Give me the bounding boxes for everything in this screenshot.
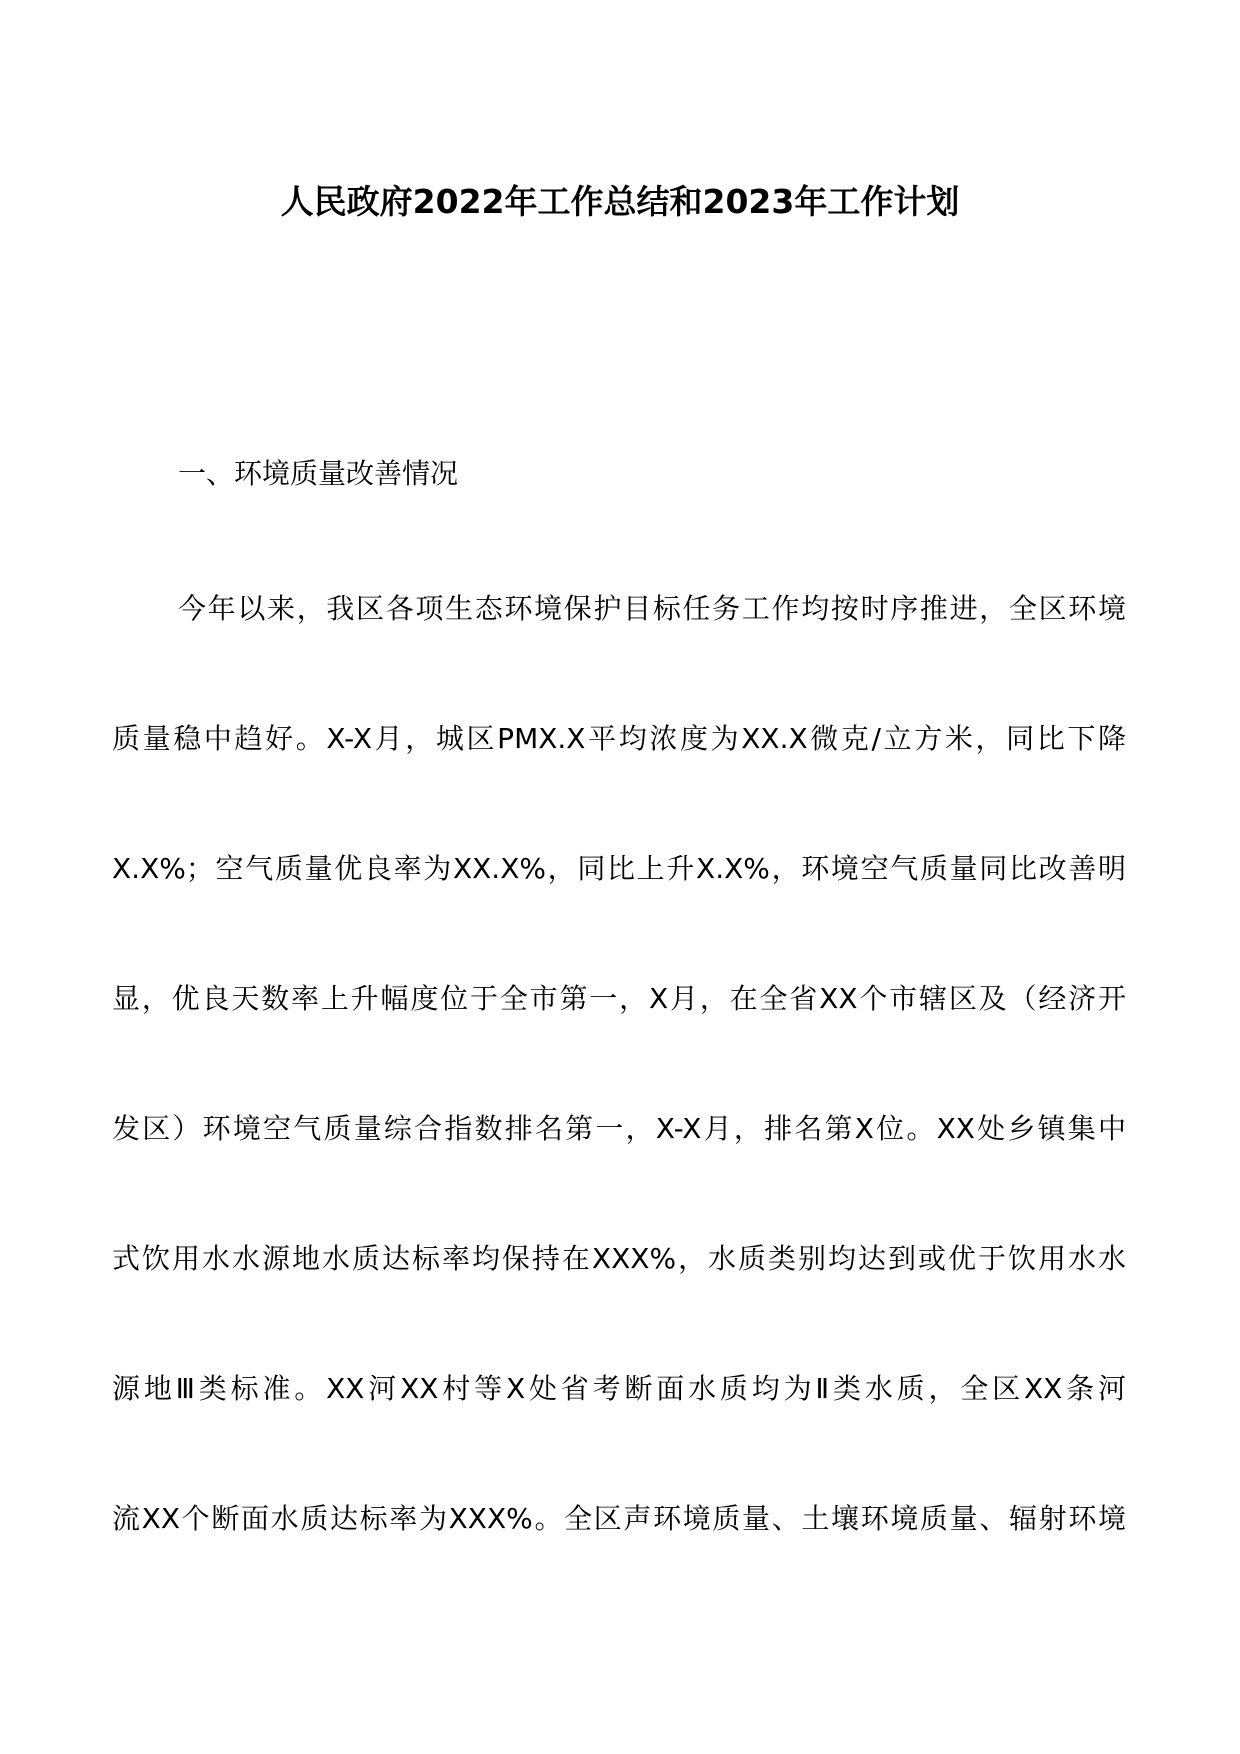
paragraph-line: 发区）环境空气质量综合指数排名第一，X-X月，排名第X位。XX处乡镇集中 — [112, 1112, 1126, 1145]
paragraph-line: 显，优良天数率上升幅度位于全市第一，X月，在全省XX个市辖区及（经济开 — [112, 982, 1126, 1015]
paragraph-line: 式饮用水水源地水质达标率均保持在XXX%，水质类别均达到或优于饮用水水 — [112, 1242, 1126, 1275]
paragraph-line: 今年以来，我区各项生态环境保护目标任务工作均按时序推进，全区环境 — [178, 592, 1126, 625]
paragraph-line: 源地Ⅲ类标准。XX河XX村等X处省考断面水质均为Ⅱ类水质，全区XX条河 — [112, 1372, 1126, 1405]
section-heading: 一、环境质量改善情况 — [178, 457, 459, 490]
paragraph-line: 流XX个断面水质达标率为XXX%。全区声环境质量、土壤环境质量、辐射环境 — [112, 1502, 1126, 1535]
paragraph-line: X.X%；空气质量优良率为XX.X%，同比上升X.X%，环境空气质量同比改善明 — [112, 852, 1126, 885]
paragraph-line: 质量稳中趋好。X-X月，城区PMX.X平均浓度为XX.X微克/立方米，同比下降 — [112, 722, 1126, 755]
document-title: 人民政府2022年工作总结和2023年工作计划 — [280, 182, 960, 221]
